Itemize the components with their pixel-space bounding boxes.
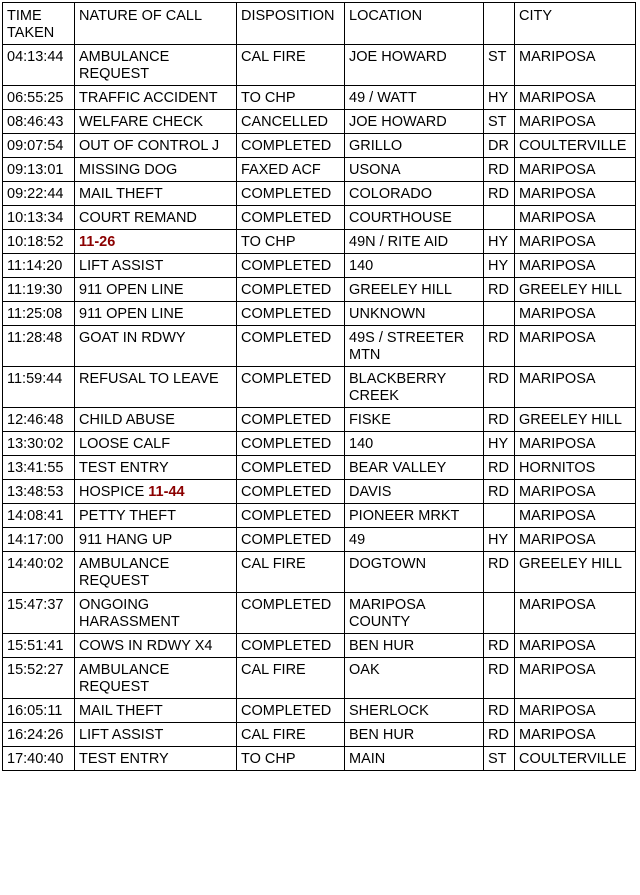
cell-city: MARIPOSA (515, 699, 636, 723)
cell-city: MARIPOSA (515, 230, 636, 254)
cell-time-taken: 09:13:01 (3, 158, 75, 182)
nature-text: MAIL THEFT (79, 703, 163, 719)
cell-disposition: COMPLETED (237, 278, 345, 302)
cell-disposition: CAL FIRE (237, 658, 345, 699)
cell-city: MARIPOSA (515, 432, 636, 456)
cell-city: MARIPOSA (515, 206, 636, 230)
cell-location: GRILLO (345, 134, 484, 158)
cell-disposition: COMPLETED (237, 456, 345, 480)
cell-location: USONA (345, 158, 484, 182)
table-row (3, 182, 636, 206)
nature-text: COWS IN RDWY X4 (79, 638, 213, 654)
cell-city: COULTERVILLE (515, 747, 636, 771)
cell-nature-of-call (75, 158, 237, 182)
cell-time-taken: 11:59:44 (3, 367, 75, 408)
cell-disposition: TO CHP (237, 230, 345, 254)
cell-street-type: RD (484, 158, 515, 182)
table-row (3, 593, 636, 634)
nature-text: 911 HANG UP (79, 532, 173, 548)
cell-nature-of-call (75, 456, 237, 480)
cell-street-type (484, 593, 515, 634)
cell-city: MARIPOSA (515, 110, 636, 134)
cell-time-taken: 12:46:48 (3, 408, 75, 432)
table-row (3, 408, 636, 432)
cell-time-taken: 11:25:08 (3, 302, 75, 326)
cell-street-type: RD (484, 658, 515, 699)
cell-nature-of-call (75, 593, 237, 634)
cell-time-taken: 13:48:53 (3, 480, 75, 504)
cell-city: MARIPOSA (515, 528, 636, 552)
cell-disposition: COMPLETED (237, 432, 345, 456)
cell-disposition: CAL FIRE (237, 45, 345, 86)
cell-disposition: COMPLETED (237, 699, 345, 723)
cell-city: GREELEY HILL (515, 278, 636, 302)
cell-nature-of-call (75, 254, 237, 278)
cell-city: GREELEY HILL (515, 552, 636, 593)
nature-text: TEST ENTRY (79, 751, 169, 767)
cell-nature-of-call (75, 658, 237, 699)
nature-text: MAIL THEFT (79, 186, 163, 202)
table-row (3, 254, 636, 278)
table-row (3, 158, 636, 182)
table-row (3, 230, 636, 254)
nature-text: PETTY THEFT (79, 508, 176, 524)
cell-nature-of-call (75, 110, 237, 134)
cell-location: MARIPOSA COUNTY (345, 593, 484, 634)
cell-disposition: COMPLETED (237, 302, 345, 326)
cell-city: MARIPOSA (515, 302, 636, 326)
cell-city: MARIPOSA (515, 182, 636, 206)
cell-nature-of-call (75, 432, 237, 456)
cell-location: SHERLOCK (345, 699, 484, 723)
table-row (3, 432, 636, 456)
table-row (3, 658, 636, 699)
cell-location: BEAR VALLEY (345, 456, 484, 480)
cell-street-type: ST (484, 45, 515, 86)
nature-code: 11-26 (79, 234, 116, 250)
cell-nature-of-call (75, 699, 237, 723)
cell-time-taken: 15:52:27 (3, 658, 75, 699)
cell-disposition: COMPLETED (237, 367, 345, 408)
header-location: LOCATION (345, 3, 484, 45)
cell-street-type: HY (484, 86, 515, 110)
nature-text: 911 OPEN LINE (79, 282, 184, 298)
nature-text: WELFARE CHECK (79, 114, 204, 130)
nature-text: CHILD ABUSE (79, 412, 175, 428)
cell-location: 140 (345, 254, 484, 278)
header-nature-of-call: NATURE OF CALL (75, 3, 237, 45)
cell-disposition: COMPLETED (237, 134, 345, 158)
cell-time-taken: 14:40:02 (3, 552, 75, 593)
cell-street-type (484, 302, 515, 326)
cell-city: COULTERVILLE (515, 134, 636, 158)
cell-city: HORNITOS (515, 456, 636, 480)
nature-code: 11-44 (148, 484, 185, 500)
table-row (3, 86, 636, 110)
cell-disposition: COMPLETED (237, 326, 345, 367)
cell-nature-of-call (75, 747, 237, 771)
cell-disposition: TO CHP (237, 747, 345, 771)
cell-disposition: CAL FIRE (237, 723, 345, 747)
cell-disposition: COMPLETED (237, 528, 345, 552)
cell-nature-of-call (75, 367, 237, 408)
cell-time-taken: 15:51:41 (3, 634, 75, 658)
cell-disposition: COMPLETED (237, 206, 345, 230)
cell-city: MARIPOSA (515, 326, 636, 367)
nature-text: REFUSAL TO LEAVE (79, 371, 219, 387)
cell-street-type (484, 206, 515, 230)
cell-nature-of-call (75, 552, 237, 593)
table-row (3, 278, 636, 302)
cell-time-taken: 16:24:26 (3, 723, 75, 747)
cell-street-type: ST (484, 747, 515, 771)
table-row (3, 110, 636, 134)
cell-disposition: COMPLETED (237, 593, 345, 634)
cell-location: GREELEY HILL (345, 278, 484, 302)
table-row (3, 367, 636, 408)
nature-text: AMBULANCE REQUEST (79, 49, 174, 82)
cell-city: MARIPOSA (515, 658, 636, 699)
table-row (3, 634, 636, 658)
table-row (3, 134, 636, 158)
cell-city: MARIPOSA (515, 504, 636, 528)
cell-city: MARIPOSA (515, 367, 636, 408)
cell-time-taken: 04:13:44 (3, 45, 75, 86)
cell-time-taken: 09:22:44 (3, 182, 75, 206)
cell-time-taken: 11:19:30 (3, 278, 75, 302)
nature-text: TEST ENTRY (79, 460, 169, 476)
cell-time-taken: 10:13:34 (3, 206, 75, 230)
cell-location: COURTHOUSE (345, 206, 484, 230)
cell-disposition: CANCELLED (237, 110, 345, 134)
table-row (3, 528, 636, 552)
header-time-taken: TIME TAKEN (3, 3, 75, 45)
table-row (3, 456, 636, 480)
table-row (3, 504, 636, 528)
cell-time-taken: 08:46:43 (3, 110, 75, 134)
cell-disposition: TO CHP (237, 86, 345, 110)
cell-nature-of-call (75, 723, 237, 747)
cell-street-type: RD (484, 480, 515, 504)
cell-street-type: HY (484, 230, 515, 254)
cell-city: MARIPOSA (515, 254, 636, 278)
cell-nature-of-call (75, 206, 237, 230)
nature-text: LOOSE CALF (79, 436, 171, 452)
nature-text: ONGOING HARASSMENT (79, 597, 180, 630)
cell-location: DOGTOWN (345, 552, 484, 593)
cell-disposition: COMPLETED (237, 480, 345, 504)
cell-city: MARIPOSA (515, 45, 636, 86)
cell-city: MARIPOSA (515, 593, 636, 634)
cell-time-taken: 13:30:02 (3, 432, 75, 456)
cell-disposition: COMPLETED (237, 504, 345, 528)
header-disposition: DISPOSITION (237, 3, 345, 45)
cell-time-taken: 11:14:20 (3, 254, 75, 278)
header-street-type (484, 3, 515, 45)
cell-location: UNKNOWN (345, 302, 484, 326)
cell-street-type: HY (484, 432, 515, 456)
cell-nature-of-call (75, 278, 237, 302)
cell-location: BLACKBERRY CREEK (345, 367, 484, 408)
nature-text: OUT OF CONTROL J (79, 138, 220, 154)
nature-text: LIFT ASSIST (79, 258, 164, 274)
nature-text: GOAT IN RDWY (79, 330, 186, 346)
table-row (3, 480, 636, 504)
cell-street-type: RD (484, 699, 515, 723)
cell-nature-of-call (75, 528, 237, 552)
cell-nature-of-call (75, 326, 237, 367)
cell-disposition: CAL FIRE (237, 552, 345, 593)
cell-time-taken: 14:17:00 (3, 528, 75, 552)
table-row (3, 45, 636, 86)
cell-nature-of-call (75, 86, 237, 110)
cell-street-type: RD (484, 723, 515, 747)
cell-time-taken: 17:40:40 (3, 747, 75, 771)
cell-time-taken: 14:08:41 (3, 504, 75, 528)
cell-nature-of-call (75, 302, 237, 326)
header-row (3, 3, 636, 45)
cell-city: MARIPOSA (515, 158, 636, 182)
cell-location: DAVIS (345, 480, 484, 504)
table-row (3, 326, 636, 367)
cell-nature-of-call (75, 634, 237, 658)
cell-street-type: RD (484, 552, 515, 593)
cell-location: 140 (345, 432, 484, 456)
cell-location: 49 (345, 528, 484, 552)
cell-location: OAK (345, 658, 484, 699)
table-row (3, 206, 636, 230)
cell-nature-of-call (75, 504, 237, 528)
cell-location: 49 / WATT (345, 86, 484, 110)
cell-city: MARIPOSA (515, 86, 636, 110)
table-row (3, 699, 636, 723)
cell-time-taken: 15:47:37 (3, 593, 75, 634)
cell-street-type: ST (484, 110, 515, 134)
cell-nature-of-call (75, 408, 237, 432)
cell-disposition: FAXED ACF (237, 158, 345, 182)
call-log-table (2, 2, 636, 771)
nature-text: 911 OPEN LINE (79, 306, 184, 322)
nature-text: AMBULANCE REQUEST (79, 662, 174, 695)
cell-city: GREELEY HILL (515, 408, 636, 432)
call-log-body (3, 45, 636, 771)
table-row (3, 302, 636, 326)
cell-time-taken: 06:55:25 (3, 86, 75, 110)
cell-time-taken: 10:18:52 (3, 230, 75, 254)
cell-street-type: RD (484, 367, 515, 408)
cell-city: MARIPOSA (515, 634, 636, 658)
nature-text: LIFT ASSIST (79, 727, 164, 743)
cell-street-type (484, 504, 515, 528)
cell-street-type: RD (484, 634, 515, 658)
cell-time-taken: 16:05:11 (3, 699, 75, 723)
cell-location: COLORADO (345, 182, 484, 206)
cell-street-type: HY (484, 254, 515, 278)
cell-location: BEN HUR (345, 723, 484, 747)
cell-city: MARIPOSA (515, 480, 636, 504)
header-city: CITY (515, 3, 636, 45)
cell-disposition: COMPLETED (237, 182, 345, 206)
cell-location: FISKE (345, 408, 484, 432)
cell-nature-of-call (75, 182, 237, 206)
cell-location: JOE HOWARD (345, 110, 484, 134)
cell-location: PIONEER MRKT (345, 504, 484, 528)
cell-street-type: HY (484, 528, 515, 552)
table-row (3, 723, 636, 747)
table-row (3, 552, 636, 593)
nature-text: COURT REMAND (79, 210, 197, 226)
nature-text: AMBULANCE REQUEST (79, 556, 174, 589)
nature-text: MISSING DOG (79, 162, 178, 178)
cell-nature-of-call (75, 230, 237, 254)
cell-nature-of-call (75, 45, 237, 86)
cell-street-type: DR (484, 134, 515, 158)
cell-time-taken: 11:28:48 (3, 326, 75, 367)
cell-city: MARIPOSA (515, 723, 636, 747)
cell-location: BEN HUR (345, 634, 484, 658)
cell-disposition: COMPLETED (237, 634, 345, 658)
cell-nature-of-call (75, 134, 237, 158)
cell-location: MAIN (345, 747, 484, 771)
cell-street-type: RD (484, 456, 515, 480)
cell-street-type: RD (484, 182, 515, 206)
table-row (3, 747, 636, 771)
cell-location: 49S / STREETER MTN (345, 326, 484, 367)
cell-disposition: COMPLETED (237, 254, 345, 278)
cell-location: JOE HOWARD (345, 45, 484, 86)
cell-street-type: RD (484, 278, 515, 302)
cell-nature-of-call (75, 480, 237, 504)
cell-street-type: RD (484, 326, 515, 367)
nature-text: TRAFFIC ACCIDENT (79, 90, 218, 106)
cell-street-type: RD (484, 408, 515, 432)
cell-time-taken: 09:07:54 (3, 134, 75, 158)
cell-time-taken: 13:41:55 (3, 456, 75, 480)
cell-disposition: COMPLETED (237, 408, 345, 432)
cell-location: 49N / RITE AID (345, 230, 484, 254)
nature-text: HOSPICE (79, 484, 149, 500)
